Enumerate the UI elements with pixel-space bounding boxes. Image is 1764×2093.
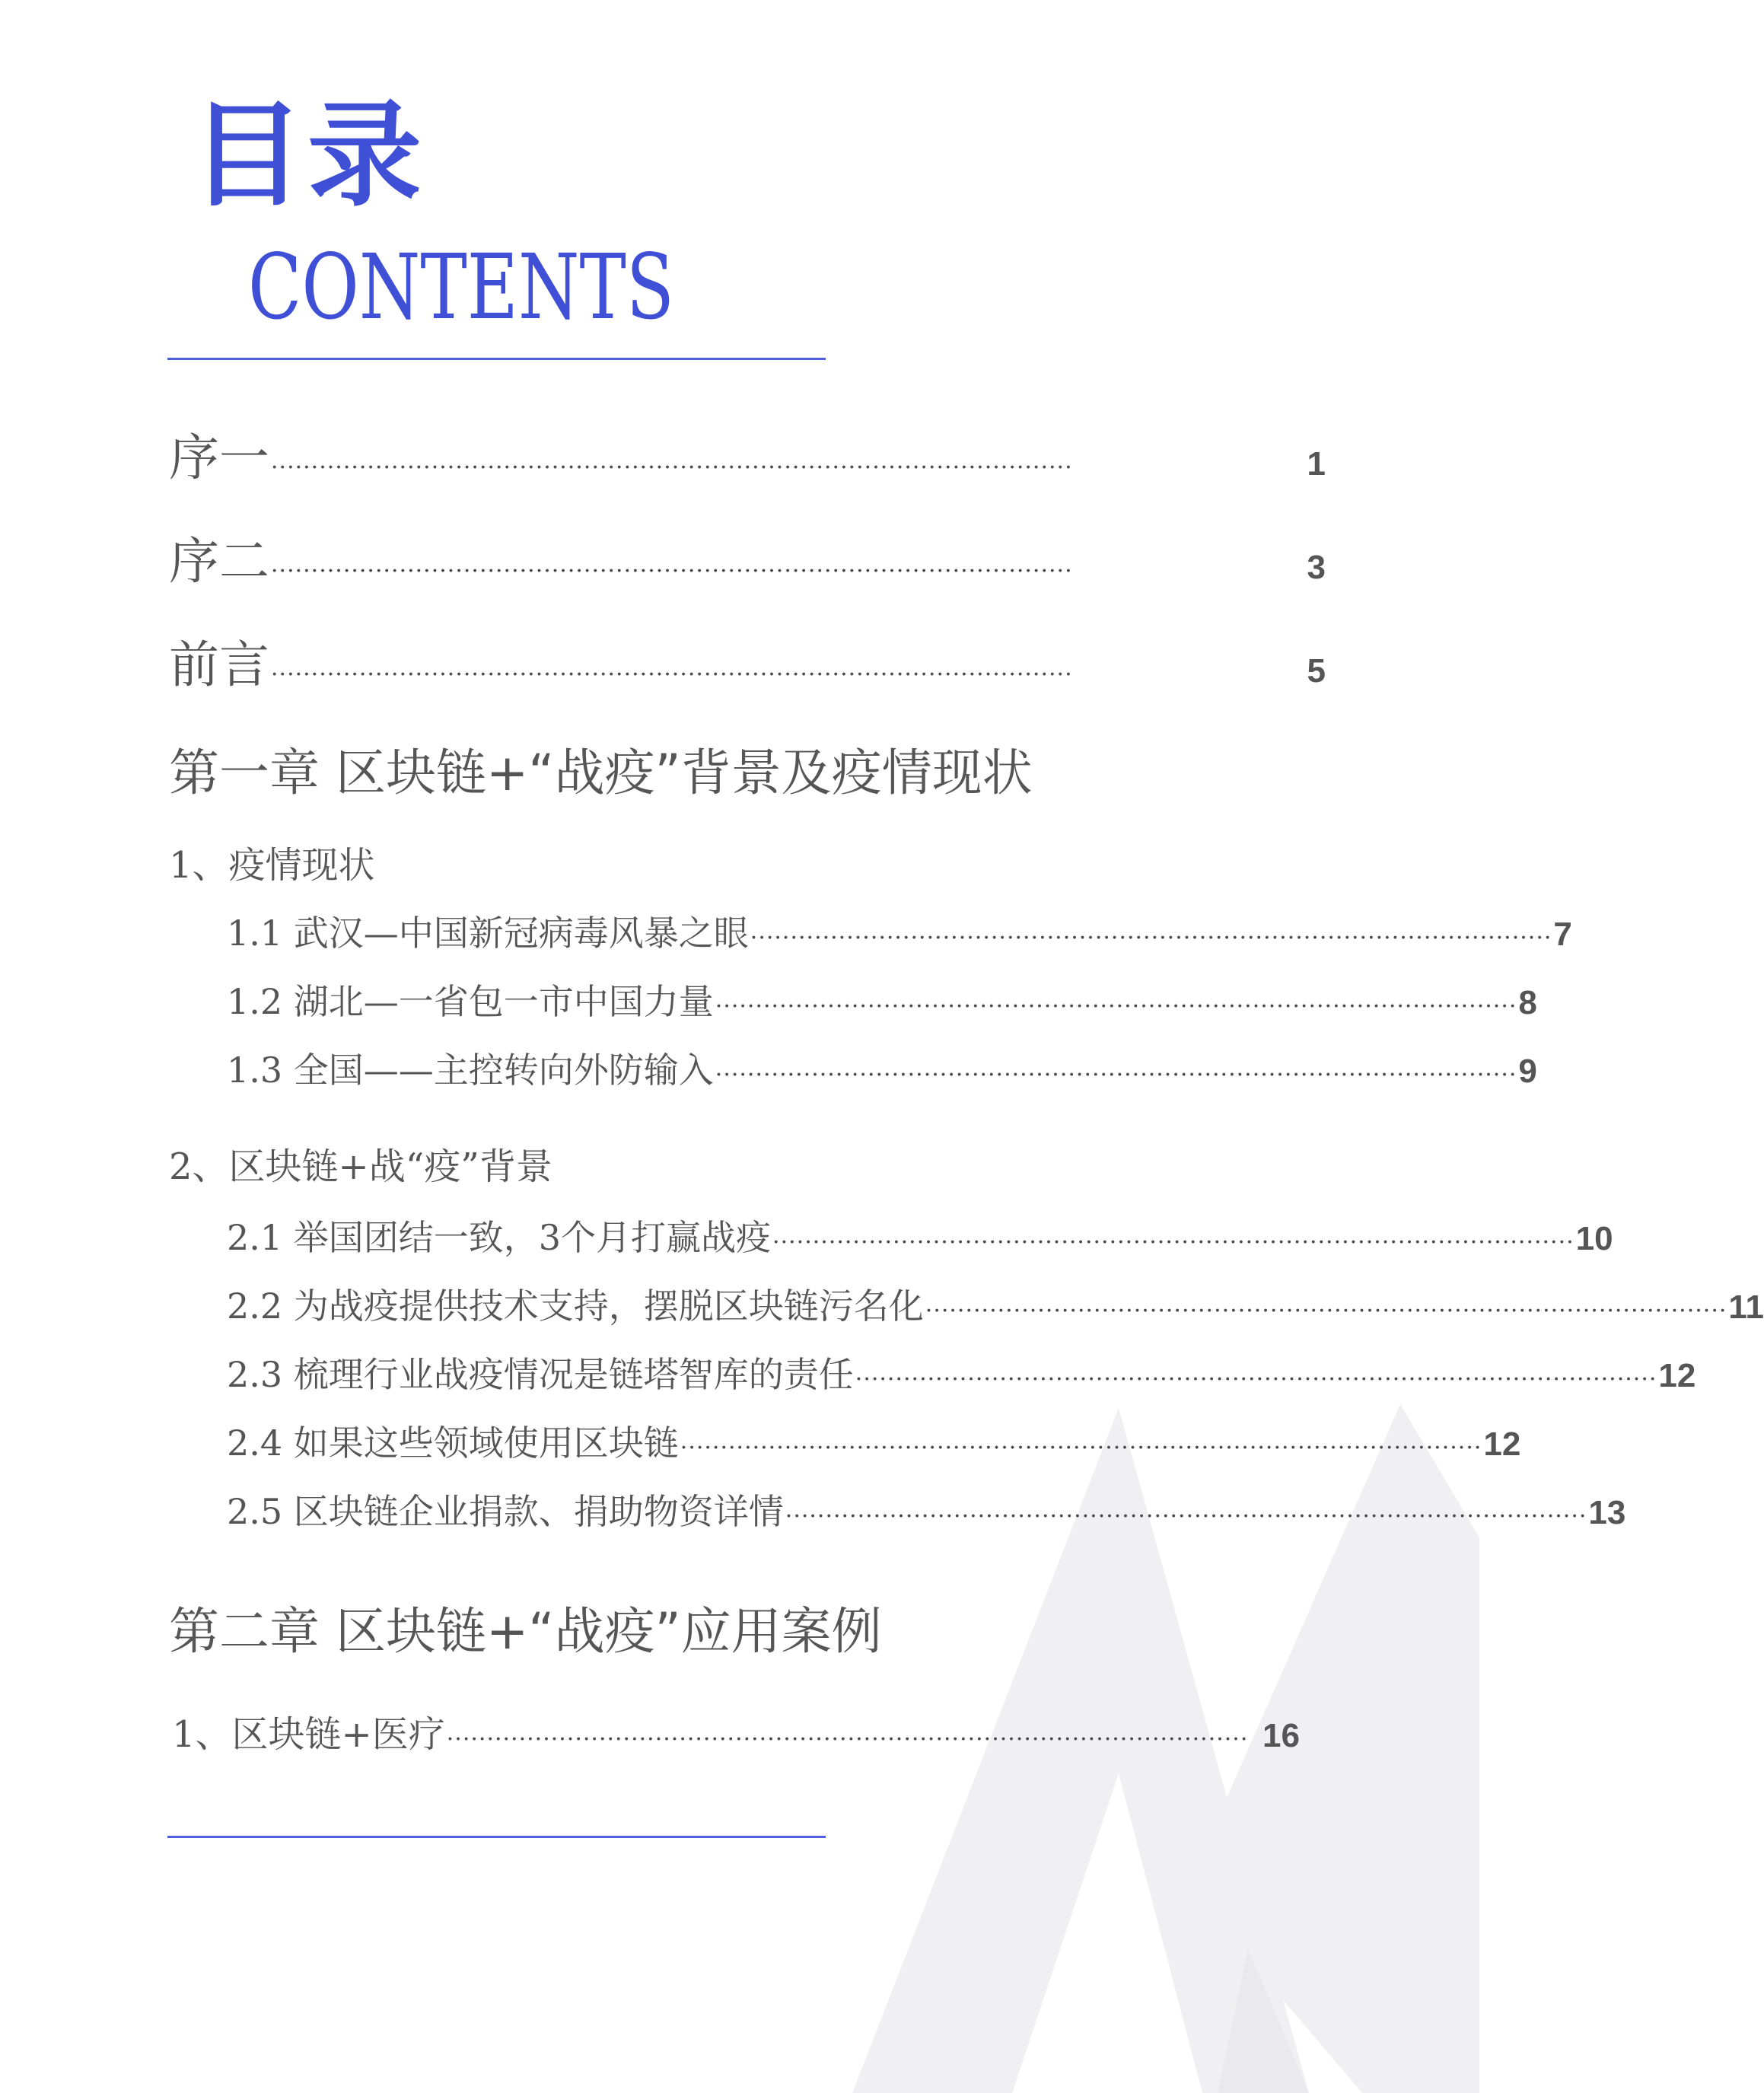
toc-entry-label: 1.3 全国——主控转向外防输入	[227, 1050, 714, 1091]
toc-entry-label: 2.4 如果这些领域使用区块链	[227, 1422, 679, 1464]
toc-entry-ch2-1[interactable]	[172, 1705, 1300, 1757]
toc-entry-2-1[interactable]	[227, 1210, 1613, 1260]
toc-section-1-1-title[interactable]: 1、疫情现状	[169, 844, 375, 887]
toc-entry-label: 1、区块链+医疗	[172, 1713, 445, 1756]
toc-entry-2-4[interactable]	[227, 1416, 1521, 1466]
toc-entry-label: 2.1 举国团结一致，3个月打赢战疫	[227, 1217, 772, 1258]
toc-page-number: 7	[1553, 916, 1572, 953]
toc-chapter1-title[interactable]: 第一章 区块链+“战疫”背景及疫情现状	[169, 744, 1033, 802]
toc-entry-2-2[interactable]	[227, 1279, 1764, 1329]
toc-page-number: 10	[1575, 1220, 1613, 1257]
toc-page-number: 3	[1307, 549, 1326, 586]
bottom-divider	[167, 1836, 826, 1838]
page-title-english: CONTENTS	[248, 234, 674, 339]
toc-leader-dots: ····································································································	[446, 1726, 1249, 1753]
toc-page-number: 8	[1518, 984, 1537, 1021]
toc-leader-dots: ····································································································	[271, 558, 1073, 585]
toc-leader-dots: ····································································································	[680, 1435, 1482, 1461]
toc-page-number: 11	[1728, 1289, 1764, 1326]
toc-page-number: 16	[1263, 1717, 1300, 1754]
toc-page-number: 5	[1307, 652, 1326, 690]
toc-entry-label: 序二	[169, 532, 269, 591]
toc-leader-dots: ····································································································	[925, 1298, 1727, 1324]
toc-entry-foreword[interactable]	[169, 624, 1326, 696]
toc-entry-1-3[interactable]	[227, 1043, 1537, 1093]
toc-page-number: 9	[1518, 1053, 1537, 1090]
toc-leader-dots: ····································································································	[715, 993, 1517, 1020]
toc-entry-label: 前言	[169, 636, 269, 694]
toc-entry-label: 1.2 湖北—一省包一市中国力量	[227, 981, 714, 1022]
toc-entry-2-3[interactable]	[227, 1347, 1696, 1397]
toc-leader-dots: ····································································································	[855, 1366, 1657, 1393]
toc-page-number: 13	[1588, 1494, 1626, 1531]
toc-page-number: 12	[1483, 1426, 1521, 1463]
toc-leader-dots: ····································································································	[715, 1062, 1517, 1088]
toc-entry-preface2[interactable]	[169, 521, 1326, 593]
toc-entry-label: 1.1 武汉—中国新冠病毒风暴之眼	[227, 913, 749, 954]
toc-entry-preface1[interactable]	[169, 417, 1326, 489]
toc-leader-dots: ····································································································	[750, 925, 1552, 951]
toc-entry-label: 2.2 为战疫提供技术支持，摆脱区块链污名化	[227, 1285, 924, 1327]
page-title-chinese: 目录	[190, 90, 425, 222]
toc-page-number: 1	[1307, 445, 1326, 483]
toc-chapter2-title[interactable]: 第二章 区块链+“战疫”应用案例	[169, 1602, 882, 1661]
toc-leader-dots: ····································································································	[772, 1229, 1575, 1256]
toc-entry-label: 序一	[169, 428, 269, 487]
toc-entry-label: 2.5 区块链企业捐款、捐助物资详情	[227, 1491, 784, 1532]
toc-section-1-2-title[interactable]: 2、区块链+战“疫”背景	[169, 1145, 552, 1188]
toc-entry-1-2[interactable]	[227, 974, 1537, 1024]
toc-leader-dots: ····································································································	[785, 1503, 1587, 1530]
toc-leader-dots: ····································································································	[271, 661, 1073, 688]
toc-page-number: 12	[1658, 1357, 1696, 1394]
toc-leader-dots: ····································································································	[271, 454, 1073, 481]
title-underline	[167, 358, 826, 360]
toc-entry-2-5[interactable]	[227, 1484, 1626, 1534]
toc-entry-label: 2.3 梳理行业战疫情况是链塔智库的责任	[227, 1354, 854, 1395]
toc-entry-1-1[interactable]	[227, 906, 1572, 956]
